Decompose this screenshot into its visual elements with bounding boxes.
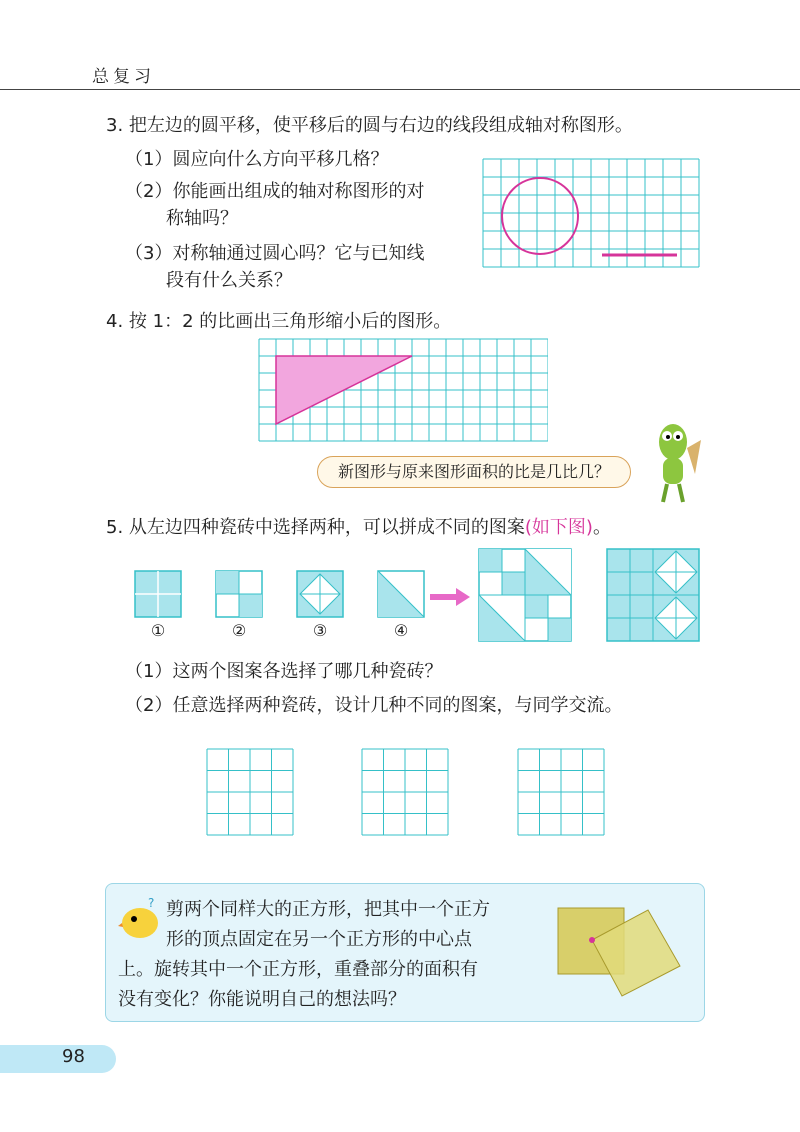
- q3-sub2-line2: 称轴吗？: [166, 208, 238, 229]
- empty-grid-3[interactable]: [517, 748, 605, 836]
- q4-title: 4. 按 1：2 的比画出三角形缩小后的图形。: [106, 311, 452, 332]
- tile-label-1: ①: [150, 621, 166, 640]
- speech-bubble: 新图形与原来图形面积的比是几比几？: [317, 456, 631, 488]
- think-line-1: 剪两个同样大的正方形，把其中一个正方: [166, 899, 490, 920]
- q5-title-text: 5. 从左边四种瓷砖中选择两种，可以拼成不同的图案: [106, 517, 525, 538]
- q3-grid-figure: [482, 158, 700, 276]
- q5-sub2: （2）任意选择两种瓷砖，设计几种不同的图案，与同学交流。: [125, 695, 623, 716]
- svg-text:?: ?: [148, 896, 155, 910]
- pattern-1: [478, 548, 572, 642]
- think-line-4: 没有变化？你能说明自己的想法吗？: [118, 989, 406, 1010]
- circle-shape: [502, 178, 578, 254]
- q3-sub1: （1）圆应向什么方向平移几格？: [125, 149, 389, 170]
- q4-grid-figure: [258, 338, 548, 442]
- right-arrow-icon: [430, 588, 470, 606]
- q3-sub3-line2: 段有什么关系？: [166, 270, 292, 291]
- page-number: 98: [62, 1046, 85, 1067]
- think-line-3: 上。旋转其中一个正方形，重叠部分的面积有: [118, 959, 478, 980]
- chick-mascot-icon: [118, 895, 164, 941]
- q5-sub1: （1）这两个图案各选择了哪几种瓷砖？: [125, 661, 443, 682]
- cartoon-character: [645, 418, 705, 506]
- tile-label-2: ②: [231, 621, 247, 640]
- pattern-2: [606, 548, 700, 642]
- tile-label-3: ③: [312, 621, 328, 640]
- header-divider: [0, 89, 800, 90]
- page-number-tab: [0, 1045, 116, 1073]
- empty-grid-1[interactable]: [206, 748, 294, 836]
- overlapping-squares-figure: [556, 902, 696, 1002]
- q5-title: [106, 516, 611, 540]
- tile-3: [296, 570, 344, 618]
- think-line-2: 形的顶点固定在另一个正方形的中心点: [166, 929, 472, 950]
- section-title: 总复习: [92, 67, 155, 87]
- tile-label-4: ④: [393, 621, 409, 640]
- q3-sub3-line1: （3）对称轴通过圆心吗？它与已知线: [125, 243, 425, 264]
- q3-sub2-line1: （2）你能画出组成的轴对称图形的对: [125, 181, 425, 202]
- tile-1: [134, 570, 182, 618]
- tile-4: [377, 570, 425, 618]
- tile-2: [215, 570, 263, 618]
- q3-title: 3. 把左边的圆平移，使平移后的圆与右边的线段组成轴对称图形。: [106, 115, 633, 136]
- empty-grid-2[interactable]: [361, 748, 449, 836]
- q5-title-end: 。: [592, 517, 611, 538]
- q5-title-note: (如下图): [524, 517, 593, 538]
